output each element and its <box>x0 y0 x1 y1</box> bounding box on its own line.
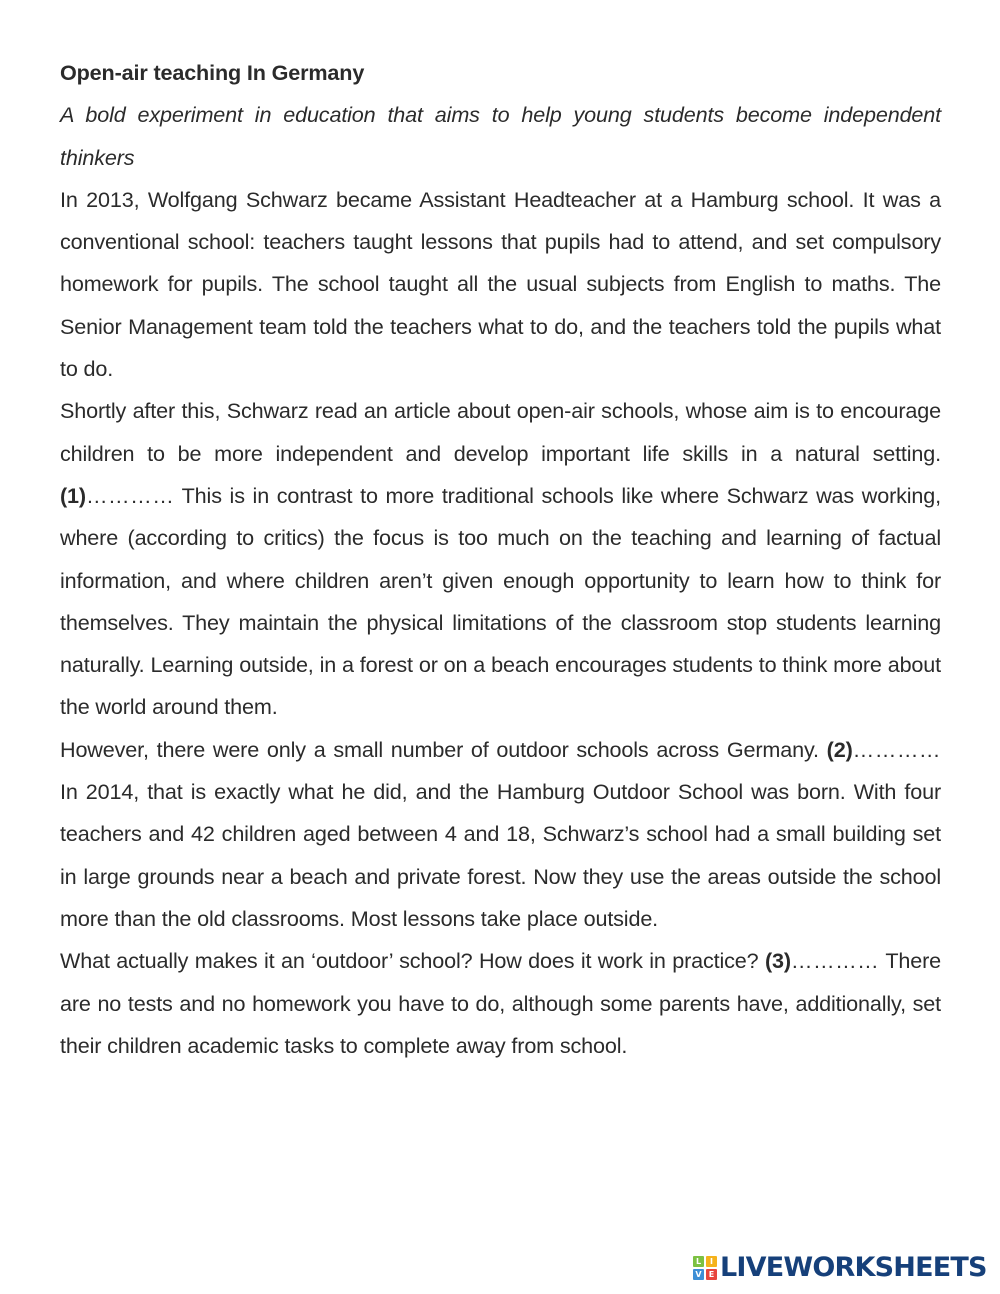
answer-gap[interactable] <box>765 948 879 973</box>
gap-number: (1) <box>60 482 86 508</box>
gap-blank[interactable]: ………… <box>790 948 880 974</box>
logo-tile: E <box>706 1269 717 1280</box>
paragraph-text: This is in contrast to more traditional schools like where Schwarz was working, where (according to critics) the focus is too much on the teaching and learning of factual information, and where children aren’t given enough opportunity to learn how to think for themselves. They maintain the physical limitations of the classroom stop students learning naturally. Learning outside, in a forest or on a beach encourages students to think more about the world around them. <box>60 482 941 720</box>
logo-wordmark: LIVEWORKSHEETS <box>720 1252 987 1283</box>
paragraph-text: Shortly after this, Schwarz read an article about open-air schools, whose aim is to encourage children to be more independent and develop important life skills in a natural setting. <box>60 398 941 466</box>
logo-tile: V <box>693 1269 704 1280</box>
gap-blank[interactable]: ………… <box>852 736 941 762</box>
article-subtitle: A bold experiment in education that aims to help young students become independent thinkers <box>60 102 941 170</box>
gap-blank[interactable]: ………… <box>85 482 175 508</box>
paragraph-text: What actually makes it an ‘outdoor’ school? How does it work in practice? <box>60 948 765 974</box>
liveworksheets-logo <box>693 1252 987 1283</box>
paragraph-text: In 2014, that is exactly what he did, and the Hamburg Outdoor School was born. With four teachers and 42 children aged between 4 and 18, Schwarz’s school had a small building set in large grounds near a beach and private forest. Now they use the areas outside the school more than the old classrooms. Most lessons take place outside. <box>60 779 941 931</box>
logo-tile: L <box>693 1256 704 1267</box>
gap-number: (2) <box>826 736 853 762</box>
worksheet-page <box>60 52 941 1067</box>
logo-tile: I <box>706 1256 717 1267</box>
article-paragraph <box>60 179 941 390</box>
article-paragraph <box>60 390 941 728</box>
answer-gap[interactable] <box>60 483 174 508</box>
paragraph-text: In 2013, Wolfgang Schwarz became Assistant Headteacher at a Hamburg school. It was a conventional school: teachers taught lessons that pupils had to attend, and set compulsory homework for pupils. The school taught all the usual subjects from English to maths. The Senior Management team told the teachers what to do, and the teachers told the pupils what to do. <box>60 186 941 382</box>
live-tiles-icon <box>693 1256 717 1280</box>
paragraph-text: There are no tests and no homework you have to do, although some parents have, additionally, set their children academic tasks to complete away from school. <box>60 948 941 1058</box>
article-title: Open-air teaching In Germany <box>60 60 365 85</box>
article-paragraph <box>60 729 941 940</box>
answer-gap[interactable] <box>827 737 941 762</box>
article-body <box>60 179 941 1067</box>
paragraph-text: However, there were only a small number of outdoor schools across Germany. <box>60 736 827 762</box>
gap-number: (3) <box>764 948 791 974</box>
article-paragraph <box>60 940 941 1067</box>
